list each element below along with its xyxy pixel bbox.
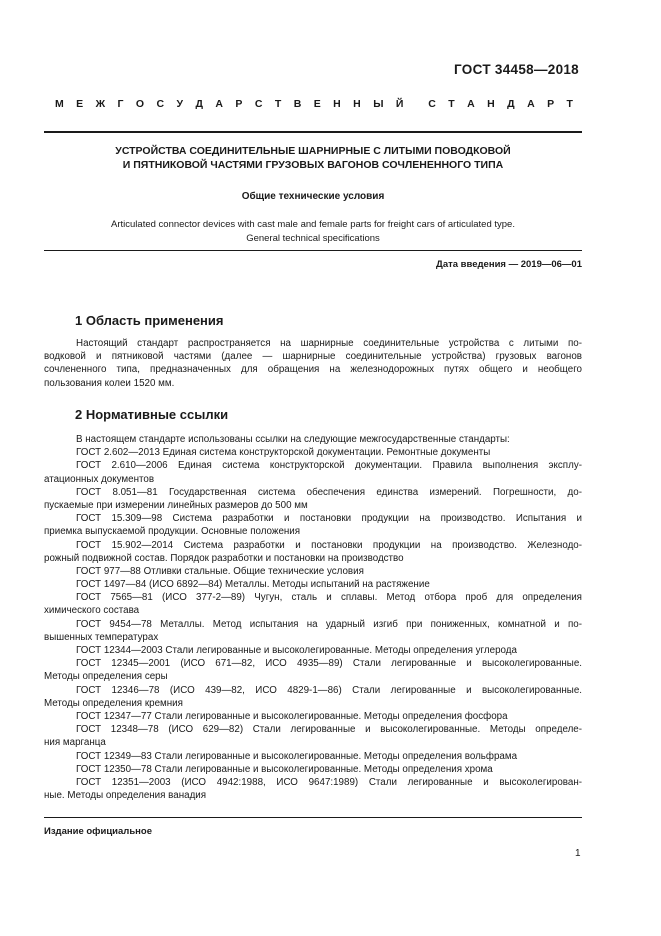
reference-line: приемка выпускаемой продукции. Основные положения [44, 526, 301, 538]
heading-letter: Е [313, 98, 321, 110]
heading-letter: Н [333, 98, 341, 110]
heading-letter: У [176, 98, 184, 110]
heading-letter: Ы [373, 98, 384, 110]
reference-line: ГОСТ 2.602—2013 Единая система конструкторской документации. Ремонтные документы [76, 447, 491, 459]
heading-letter: Н [487, 98, 495, 110]
section-1-body [44, 337, 582, 390]
reference-line: ГОСТ 12349—83 Стали легированные и высоколегированные. Методы определения вольфрама [76, 750, 518, 762]
reference-line: Методы определения серы [44, 671, 168, 683]
reference-line: ГОСТ 12348—78 (ИСО 629—82) Стали легированные и высоколегированные. Методы определе- [76, 724, 582, 736]
heading-letter: Д [195, 98, 203, 110]
reference-line: ния марганца [44, 737, 106, 749]
official-edition-label: Издание официальное [44, 826, 152, 837]
reference-line: рожный подвижной состав. Порядок разработки и постановки на производство [44, 552, 404, 564]
section-1-heading: 1 Область применения [75, 313, 224, 328]
reference-line: ГОСТ 12345—2001 (ИСО 671—82, ИСО 4935—89) Стали легированные и высоколегированные. [76, 658, 582, 670]
heading-letter: В [293, 98, 302, 110]
reference-line: ГОСТ 15.309—98 Система разработки и постановки продукции на производство. Испытания и [76, 513, 582, 525]
heading-letter: Ж [95, 98, 106, 110]
reference-line: ГОСТ 12347—77 Стали легированные и высоколегированные. Методы определения фосфора [76, 710, 508, 722]
title-line-2: И ПЯТНИКОВОЙ ЧАСТЯМИ ГРУЗОВЫХ ВАГОНОВ СОЧЛЕНЕННОГО ТИПА [122, 159, 504, 171]
standard-type-heading [55, 98, 573, 110]
reference-line: ные. Методы определения ванадия [44, 790, 207, 802]
reference-line: Методы определения кремния [44, 697, 183, 709]
heading-letter: Г [117, 98, 124, 110]
reference-line: ГОСТ 12344—2003 Стали легированные и высоколегированные. Методы определения углерода [76, 645, 517, 656]
heading-letter: С [428, 98, 436, 110]
section-1-line: сочлененного типа, предназначенных для обращения на железнодорожных путях общего и необщего [44, 364, 582, 376]
heading-letter: Е [76, 98, 84, 110]
title-line-1: УСТРОЙСТВА СОЕДИНИТЕЛЬНЫЕ ШАРНИРНЫЕ С ЛИТЫМИ ПОВОДКОВОЙ [115, 145, 511, 157]
heading-letter: А [467, 98, 475, 110]
heading-letter: А [215, 98, 223, 110]
heading-letter: М [55, 98, 64, 110]
english-title-line-1: Articulated connector devices with cast male and female parts for freight cars of articulated type. [111, 219, 515, 230]
reference-line: ГОСТ 12351—2003 (ИСО 4942:1988, ИСО 9647:1989) Стали легированные и высоколегирован- [76, 776, 582, 788]
reference-line: ГОСТ 1497—84 (ИСО 6892—84) Металлы. Методы испытаний на растяжение [76, 579, 430, 591]
section-1-line: Настоящий стандарт распространяется на шарнирные соединительные устройства с литыми по- [76, 338, 582, 349]
heading-letter: Н [353, 98, 361, 110]
reference-line: ГОСТ 977—88 Отливки стальные. Общие технические условия [76, 565, 364, 577]
standard-number: ГОСТ 34458—2018 [454, 62, 579, 77]
heading-letter: Р [235, 98, 243, 110]
heading-letter: Д [507, 98, 515, 110]
english-title-line-2: General technical specifications [246, 233, 380, 244]
document-title [44, 144, 582, 172]
page-number: 1 [575, 848, 581, 859]
normative-references-list [44, 433, 582, 802]
reference-line: химического состава [44, 605, 140, 617]
header-divider [44, 131, 582, 133]
reference-line: вышенных температурах [44, 631, 159, 643]
heading-letter: О [135, 98, 145, 110]
reference-line: ГОСТ 7565—81 (ИСО 377-2—89) Чугун, сталь и сплавы. Метод отбора проб для определения [76, 592, 582, 604]
reference-line: ГОСТ 12350—78 Стали легированные и высоколегированные. Методы определения хрома [76, 763, 493, 775]
reference-line: ГОСТ 8.051—81 Государственная система обеспечения единства измерений. Погрешности, до- [76, 486, 582, 498]
reference-line: ГОСТ 2.610—2006 Единая система конструкторской документации. Правила выполнения эксплу- [76, 460, 582, 472]
footer-divider [44, 817, 582, 818]
section-1-line: водковой и пятниковой частями (далее — шарнирные соединительные устройства) грузовых вагонов [44, 351, 582, 363]
reference-line: атационных документов [44, 473, 155, 485]
heading-letter: Й [395, 98, 404, 110]
heading-letter: С [156, 98, 165, 110]
heading-letter: Р [547, 98, 555, 110]
reference-line: ГОСТ 9454—78 Металлы. Метод испытания на ударный изгиб при пониженных, комнатной и по- [76, 618, 582, 630]
reference-line: ГОСТ 12346—78 (ИСО 439—82, ИСО 4829-1—86) Стали легированные и высоколегированные. [76, 684, 582, 696]
heading-letter: Т [274, 98, 282, 110]
introduction-date: Дата введения — 2019—06—01 [436, 259, 582, 270]
section-1-line: пользования колеи 1520 мм. [44, 377, 175, 389]
section-2-heading: 2 Нормативные ссылки [75, 407, 229, 422]
heading-letter: Т [448, 98, 455, 110]
reference-line: В настоящем стандарте использованы ссылки на следующие межгосударственные стандарты: [76, 434, 510, 445]
heading-letter: Т [566, 98, 573, 110]
heading-letter: С [254, 98, 263, 110]
title-divider [44, 250, 582, 251]
english-title [44, 218, 582, 246]
reference-line: ГОСТ 15.902—2014 Система разработки и постановки продукции на производство. Железнодо- [76, 539, 582, 551]
reference-line: пускаемые при измерении линейных размеров до 500 мм [44, 499, 308, 511]
document-subtitle: Общие технические условия [241, 191, 385, 202]
heading-letter: А [527, 98, 535, 110]
